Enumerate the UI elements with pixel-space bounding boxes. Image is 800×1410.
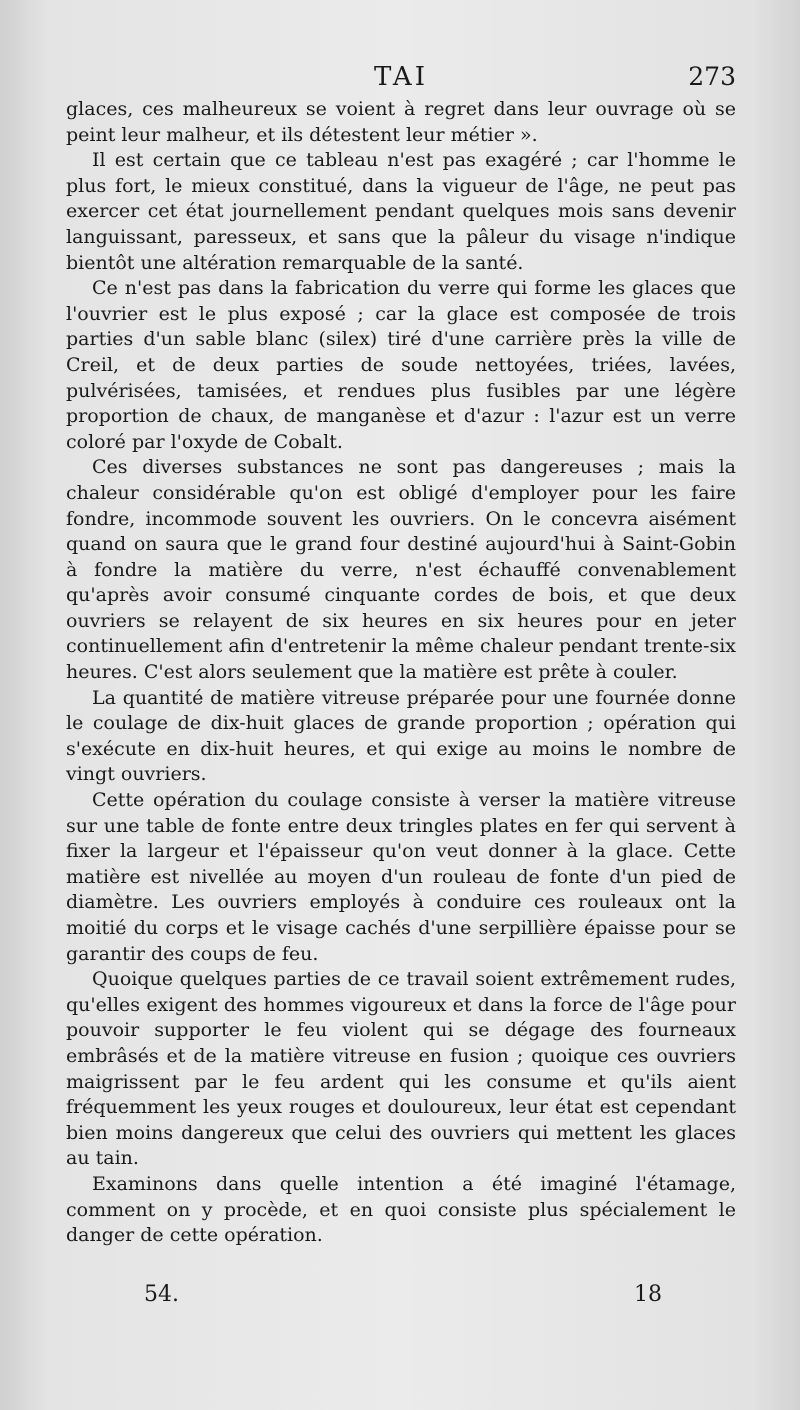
page-footer (66, 1282, 736, 1316)
paragraph-1: glaces, ces malheureux se voient à regret dans leur ouvrage où se peint leur malheur, et ils détestent leur métier ». (66, 98, 736, 146)
paragraph-8: Examinons dans quelle intention a été imaginé l'étamage, comment on y procède, et en quoi consiste plus spécialement le danger de cette opération. (66, 1172, 736, 1247)
running-head: TAI (374, 62, 428, 92)
page-number: 273 (688, 62, 736, 91)
sheet-number: 18 (634, 1282, 662, 1307)
paragraph-3: Ce n'est pas dans la fabrication du verre qui forme les glaces que l'ouvrier est le plus exposé ; car la glace est composée de trois parties d'un sable blanc (silex) tiré d'une carrière près la ville de Creil, et de deux parties de soude nettoyées, triées, lavées, pulvérisées, tamisées, et rendues plus fusibles par une légère proportion de chaux, de manganèse et d'azur : l'azur est un verre coloré par l'oxyde de Cobalt. (66, 277, 736, 453)
paragraph-7: Quoique quelques parties de ce travail soient extrêmement rudes, qu'elles exigent des hommes vigoureux et dans la force de l'âge pour pouvoir supporter le feu violent qui se dégage des fourneaux embrâsés et de la matière vitreuse en fusion ; quoique ces ouvriers maigrissent par le feu ardent qui les consume et qu'ils aient fréquemment les yeux rouges et douloureux, leur état est cependant bien moins dangereux que celui des ouvriers qui mettent les glaces au tain. (66, 968, 736, 1170)
paragraph-5: La quantité de matière vitreuse préparée pour une fournée donne le coulage de dix-huit glaces de grande proportion ; opération qui s'exécute en dix-huit heures, et qui exige au moins le nombre de vingt ouvriers. (66, 686, 736, 786)
signature-mark: 54. (144, 1282, 179, 1307)
body-text (66, 97, 736, 1249)
page-header (66, 62, 736, 96)
paragraph-2: Il est certain que ce tableau n'est pas exagéré ; car l'homme le plus fort, le mieux constitué, dans la vigueur de l'âge, ne peut pas exercer cet état journellement pendant quelques mois sans devenir languissant, paresseux, et sans que la pâleur du visage n'indique bientôt une altération remarquable de la santé. (66, 149, 736, 274)
paragraph-6: Cette opération du coulage consiste à verser la matière vitreuse sur une table de fonte entre deux tringles plates en fer qui servent à fixer la largeur et l'épaisseur qu'on veut donner à la glace. Cette matière est nivellée au moyen d'un rouleau de fonte d'un pied de diamètre. Les ouvriers employés à conduire ces rouleaux ont la moitié du corps et le visage cachés d'une serpillière épaisse pour se garantir des coups de feu. (66, 789, 736, 965)
paragraph-4: Ces diverses substances ne sont pas dangereuses ; mais la chaleur considérable qu'on est obligé d'employer pour les faire fondre, incommode souvent les ouvriers. On le concevra aisément quand on saura que le grand four destiné aujourd'hui à Saint-Gobin à fondre la matière du verre, n'est échauffé convenablement qu'après avoir consumé cinquante cordes de bois, et que deux ouvriers se relayent de six heures en six heures pour en jeter continuellement afin d'entretenir la même chaleur pendant trente-six heures. C'est alors seulement que la matière est prête à couler. (66, 456, 736, 684)
